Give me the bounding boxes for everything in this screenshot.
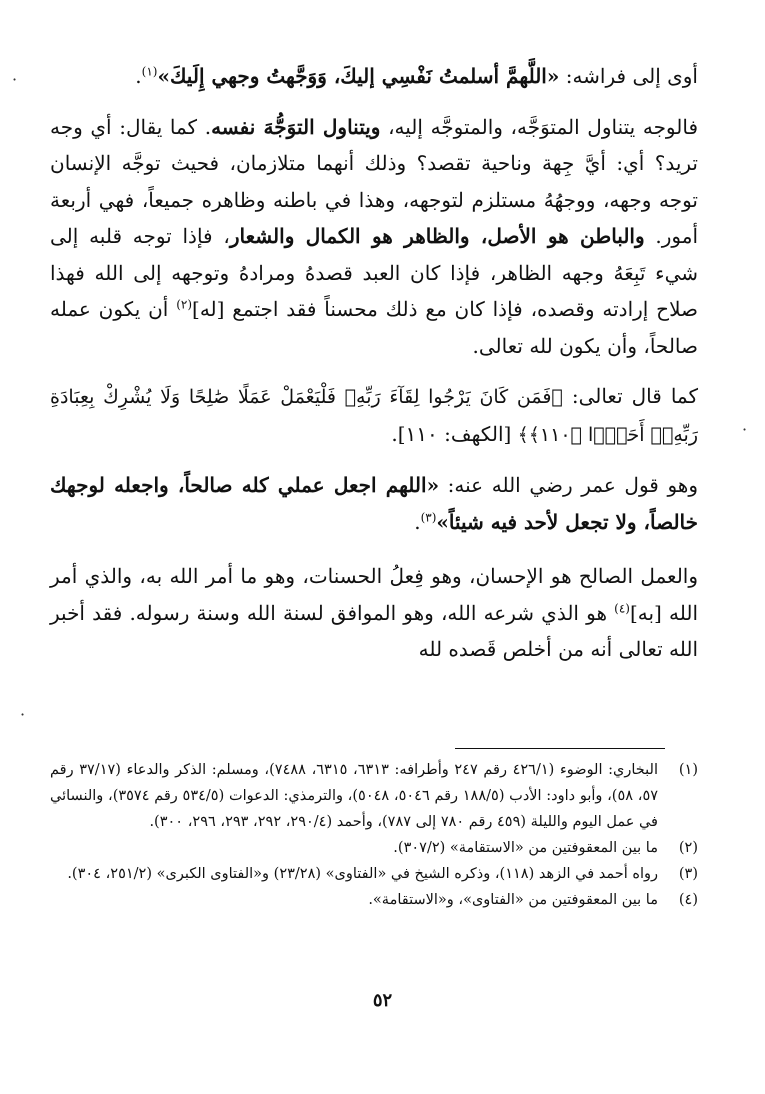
margin-mark-left: ·: [20, 705, 26, 724]
footnote-text: رواه أحمد في الزهد (١١٨)، وذكره الشيخ في «الفتاوى» (٢٣/٢٨) و«الفتاوى الكبرى» (٢٥١/٢، ٣٠٤).: [67, 866, 658, 882]
footnote-number: (٣): [678, 866, 698, 882]
paragraph-3: [50, 378, 698, 453]
paragraph-4-intro: وهو قول عمر رضي الله عنه:: [439, 473, 698, 497]
margin-mark-right: ·: [742, 420, 748, 439]
footnote-text: ما بين المعقوفتين من «الاستقامة» (٣٠٧/٢).: [393, 840, 658, 856]
footnote-1: [50, 757, 698, 835]
paragraph-2-text-a: فالوجه يتناول المتوَجَّه، والمتوجَّه إليه،: [380, 114, 699, 139]
paragraph-3-intro: كما قال تعالى:: [562, 384, 699, 408]
surah-reference: [الكهف: ١١٠].: [391, 421, 518, 446]
footnote-2: [50, 835, 698, 861]
paragraph-4-end: .: [414, 509, 421, 534]
footnote-ref-3: (٣): [420, 509, 437, 524]
paragraph-5-text-a: والعمل الصالح هو الإحسان، وهو فِعلُ الحسنات، وهو ما أمر الله به، والذي أمر الله [به]: [50, 564, 699, 625]
hadith-quote-1: «اللَّهمَّ أسلمتُ نَفْسِي إليكَ، وَوَجَّهتُ وجهي إِلَيكَ»: [157, 64, 560, 88]
footnote-text: البخاري: الوضوء (٤٢٦/١ رقم ٢٤٧ وأطرافه: ٦٣١٣، ٦٣١٥، ٧٤٨٨)، ومسلم: الذكر والدعاء (٣٧/١٧ رقم ٥٧، ٥٨)، وأبو داود: الأدب (١٨٨/٥ رقم ٥٠٤٦، ٥٠٤٨)، والترمذي: الدعوات (٥٣٤/٥ رقم ٣٥٧٤)، والنسائي في عمل اليوم والليلة (٤٥٩ رقم ٧٨٠ إلى ٧٨٧)، وأحمد (٢٩٠/٤، ٢٩٢، ٢٩٣، ٢٩٦، ٣٠٠).: [50, 762, 659, 830]
footnote-number: (١): [678, 762, 698, 778]
footnote-4: [50, 887, 698, 913]
footnote-ref-4: (٤): [614, 600, 630, 615]
footnote-ref-2: (٢): [176, 297, 193, 312]
paragraph-2-text-d: أن يكون عمله صالحاً، وأن يكون لله تعالى.: [50, 297, 698, 358]
paragraph-1: [50, 58, 698, 95]
paragraph-1-intro: أوى إلى فراشه:: [559, 64, 698, 88]
paragraph-2: [50, 109, 698, 365]
paragraph-2-bold-a: ويتناول التوَجُّهَ نفسه: [211, 114, 381, 139]
footnote-divider: [455, 748, 665, 749]
paragraph-2-text-c: ، فإذا توجه قلبه إلى شيء تَبِعَهُ وجهه الظاهر، فإذا كان العبد قصدهُ ومرادهُ وتوجهه إلى الله فهذا صلاح إرادته وقصده، فإذا كان مع ذلك محسناً فقد اجتمع [له]: [50, 224, 698, 321]
footnote-3: [50, 861, 698, 887]
umar-quote: «اللهم اجعل عملي كله صالحاً، واجعله لوجهك خالصاً، ولا تجعل لأحد فيه شيئاً»: [50, 473, 698, 534]
paragraph-2-bold-b: والباطن هو الأصل، والظاهر هو الكمال والشعار: [229, 224, 645, 248]
paragraph-2-text-b: . كما يقال: أي وجه تريد؟ أي: أيَّ جِهة وناحية تقصد؟ وذلك أنهما متلازمان، فحيث توجَّه الإنسان توجه وجهه، ووجهُهُ مستلزم لتوجهه، وهذا في باطنه وظاهره جميعاً، فهي أربعة أمور.: [50, 114, 699, 248]
paragraph-5: [50, 558, 698, 668]
quran-verse: ﴿فَمَن كَانَ يَرْجُوا لِقَآءَ رَبِّهِۦ فَلْيَعْمَلْ عَمَلًا صَٰلِحًا وَلَا يُشْرِكْ بِعِبَادَةِ رَبِّهِۦٓ أَحَدًۢا ﴿١١٠﴾﴾: [50, 386, 698, 446]
footnote-number: (٤): [678, 892, 698, 908]
footnotes: [50, 757, 698, 913]
footnote-number: (٢): [678, 840, 698, 856]
margin-mark-left-top: ·: [12, 70, 18, 89]
footnote-text: ما بين المعقوفتين من «الفتاوى»، و«الاستقامة».: [368, 892, 658, 908]
paragraph-5-text-b: هو الذي شرعه الله، وهو الموافق لسنة الله وسنة رسوله. فقد أخبر الله تعالى أنه من أخلص قَصده لله: [50, 600, 698, 661]
paragraph-1-end: .: [135, 64, 142, 88]
page-number: ٥٢: [372, 990, 393, 1011]
main-text: [50, 58, 698, 668]
paragraph-4: [50, 467, 698, 540]
footnote-ref-1: (١): [141, 64, 158, 79]
